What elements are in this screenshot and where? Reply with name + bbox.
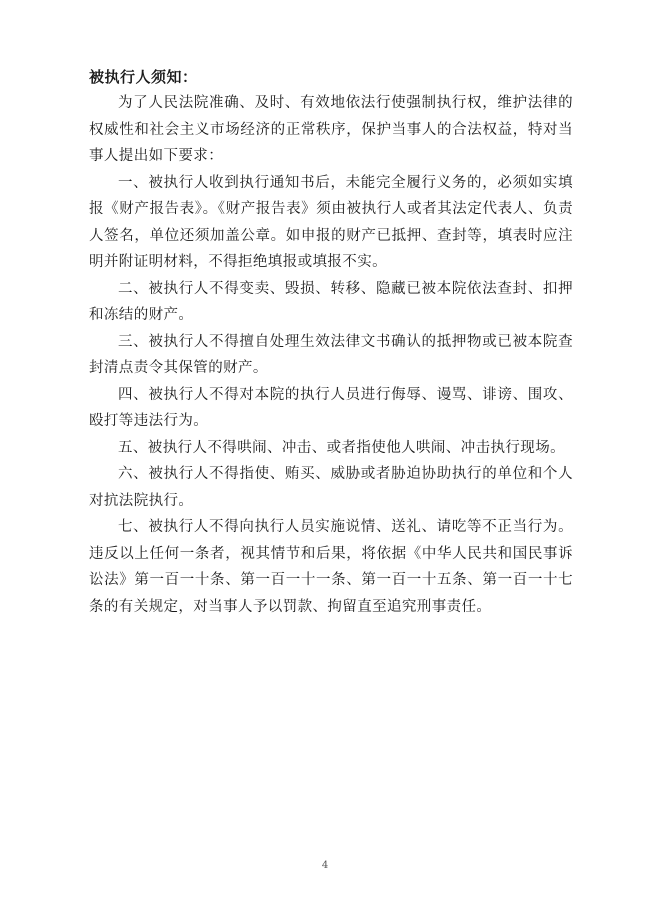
rule-paragraph-1: 一、被执行人收到执行通知书后，未能完全履行义务的，必须如实填报《财产报告表》。《财产报告表》须由被执行人或者其法定代表人、负责人签名，单位还须加盖公章。如申报的财产已抵押、查封等，填表时应注明并附证明材料，不得拒绝填报或填报不实。: [89, 174, 573, 270]
rule-paragraph-5: 五、被执行人不得哄闹、冲击、或者指使他人哄闹、冲击执行现场。: [118, 439, 565, 456]
notice-title: 被执行人须知：: [89, 68, 198, 86]
rule-paragraph-7: 七、被执行人不得向执行人员实施说情、送礼、请吃等不正当行为。违反以上任何一条者，视其情节和后果，将依据《中华人民共和国民事诉讼法》第一百一十条、第一百一十一条、第一百一十五条、第一百一十七条的有关规定，对当事人予以罚款、拘留直至追究刑事责任。: [89, 519, 573, 615]
page-number: 4: [321, 860, 329, 871]
rule-paragraph-6: 六、被执行人不得指使、贿买、威胁或者胁迫协助执行的单位和个人对抗法院执行。: [89, 466, 573, 509]
notice-body: [89, 64, 573, 620]
rule-paragraph-3: 三、被执行人不得擅自处理生效法律文书确认的抵押物或已被本院查封清点责令其保管的财产。: [89, 333, 573, 376]
rule-paragraph-4: 四、被执行人不得对本院的执行人员进行侮辱、谩骂、诽谤、围攻、殴打等违法行为。: [89, 386, 573, 429]
intro-paragraph: 为了人民法院准确、及时、有效地依法行使强制执行权，维护法律的权威性和社会主义市场经济的正常秩序，保护当事人的合法权益，特对当事人提出如下要求：: [89, 95, 573, 164]
rule-paragraph-2: 二、被执行人不得变卖、毁损、转移、隐藏已被本院依法查封、扣押和冻结的财产。: [89, 280, 573, 323]
